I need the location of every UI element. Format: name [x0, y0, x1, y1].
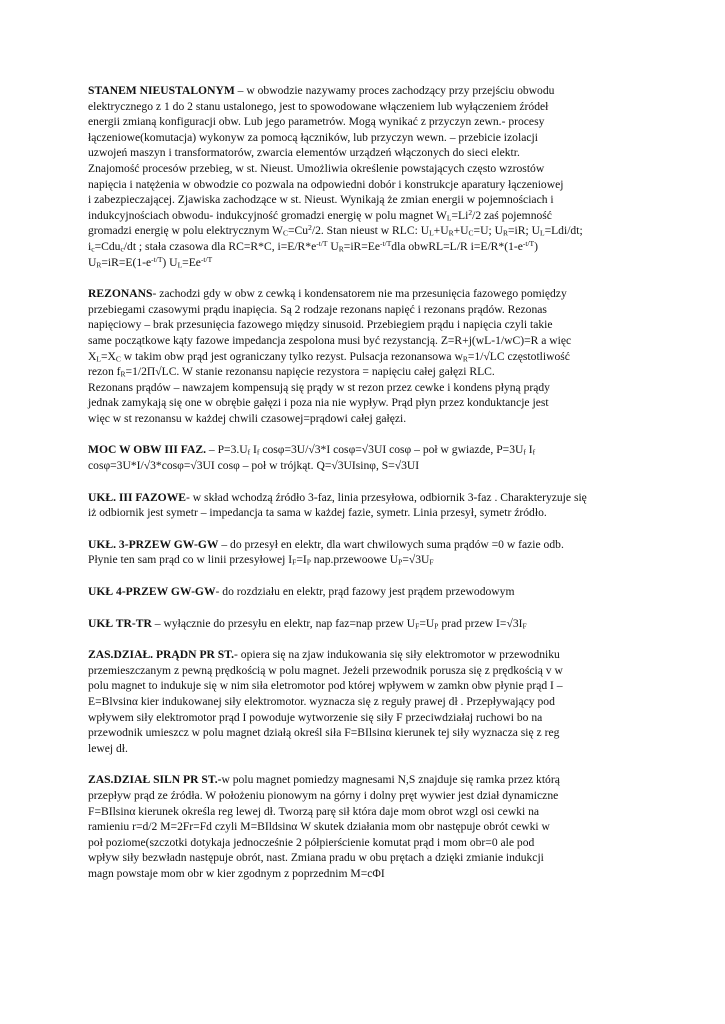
- heading-zas-pradn: ZAS.DZIAŁ. PRĄDN PR ST.: [88, 648, 235, 662]
- heading-moc: MOC W OBW III FAZ.: [88, 443, 206, 457]
- heading-zas-siln: ZAS.DZIAŁ SILN PR ST.-: [88, 773, 222, 787]
- heading-rezonans: REZONANS: [88, 287, 153, 301]
- paragraph-ukl-3przew: UKŁ. 3-PRZEW GW-GW – do przesył en elektr, dla wart chwilowych suma prądów =0 w fazie odb. Płynie ten sam prąd co w linii przesyłowej $I_F=I_P$ nap.przewoowe $U_P=√3U_F$: [88, 537, 564, 567]
- heading-stan-nieustalony: STANEM NIEUSTALONYM: [88, 84, 235, 97]
- paragraph-rezonans: REZONANS- zachodzi gdy w obw z cewką i kondensatorem nie ma przesunięcia fazowego pomiędzy przebiegami czasowymi prądu inapięcia. Są 2 rodzaje rezonans napięć i rezonans prądów. Rezonas napięciowy – brak przesunięcia fazowego między sinusoid. Przebiegiem prądu i napięcia czyli takie same początkowe kąty fazowe impedancja zespolona musi być rezystancją. Z=R+j(wL-1/wC)=R a więc $X_L=X_C$ w takim obw prąd jest ograniczany tylko rezyst. Pulsacja rezonansowa $w_R=1/√LC$ częstotliwość rezon $f_R=1/2\Pi√LC$. W stanie rezonansu napięcie rezystora = napięciu całej gałęzi RLC. Rezonans prądów – nawzajem kompensują się prądy w st rezon przez cewke i kondens płyną prądy jednak zamykają się one w obrębie gałęzi i poza nia nie wypływ. Prąd płyn przez konduktancje jest więc w st rezonansu w każdej chwili czasowej=prądowi całej gałęzi.: [88, 287, 572, 425]
- heading-ukl-4przew: UKŁ 4-PRZEW GW-GW: [88, 585, 216, 599]
- document-body: [88, 83, 625, 898]
- paragraph-ukl-4przew: UKŁ 4-PRZEW GW-GW- do rozdziału en elektr, prąd fazowy jest prądem przewodowym: [88, 585, 515, 599]
- paragraph-stan-nieustalony: STANEM NIEUSTALONYM – w obwodzie nazywamy proces zachodzący przy przejściu obwodu elektrycznego z 1 do 2 stanu ustalonego, jest to spowodowane włączeniem lub wyłączeniem źródeł energii zmianą konfiguracji obw. Lub jego parametrów. Mogą wynikać z przyczyn zewn.- procesy łączeniowe(komutacja) wykonyw za pomocą łączników, lub przyczyn wewn. – przebicie izolacji uzwojeń maszyn i transformatorów, zwarcia elementów urządzeń włączonych do sieci elektr. Znajomość procesów przebieg, w st. Nieust. Umożliwia określenie powstających często wzrostów napięcia i natężenia w obwodzie co pozwala na odpowiedni dobór i konstrukcje aparatury łączeniowej i zabezpieczającej. Zjawiska zachodzące w st. Nieust. Wynikają że zmian energii w pojemnościach i indukcyjnościach obwodu- indukcyjność gromadzi energię w polu magnet $W_L=Li^2/2$ zaś pojemność gromadzi energię w polu elektrycznym $W_C=Cu^2/2$. Stan nieust w RLC: $U_L+U_R+U_C=U$; $U_R=iR$; $U_L=Ldi/dt$; $i_c=Cdu_c/dt$ ; stała czasowa dla RC=R*C, $i=E/R*e^{-t/T}$ $U_R=iR=Ee^{-t/T}dla$ obwRL=L/R $i=E/R*(1-e^{-t/T})$ $U_R=iR=E(1-e^{-t/T})$ $U_L=Ee^{-t/T}$: [88, 84, 583, 270]
- paragraph-ukl-tr: UKŁ TR-TR – wyłącznie do przesyłu en elektr, nap faz=nap przew $U_F=U_P$ prad przew $I=√3I_F$: [88, 616, 527, 631]
- paragraph-zas-siln: ZAS.DZIAŁ SILN PR ST.-w polu magnet pomiedzy magnesami N,S znajduje się ramka przez którą przepływ prąd ze źródła. W położeniu pionowym na górny i dolny pręt wywier jest dział dynamiczne F=BIlsinα kierunek określa reg lewej dł. Tworzą parę sił która daje mom obrot wzgl osi cewki na ramieniu r=d/2 M=2Fr=Fd czyli M=BIldsinα W skutek działania mom obr następuje obrót cewki w poł poziome(szczotki dotykaja jednocześnie 2 półpierścienie komutat prąd i mom obr=0 ale pod wpływ siły bezwładn następuje obrót, nast. Zmiana pradu w obu prętach a dzięki zmianie indukcji magn powstaje mom obr w kier zgodnym z poprzednim M=cΦI: [88, 773, 560, 880]
- paragraph-moc: MOC W OBW III FAZ. – $P=3.U_f$ $I_f$ cosφ=3U/√3*I cosφ=√3UI cosφ – poł w gwiazde, $P=3U_f$ $I_f$ cosφ=3U*I/√3*cosφ=√3UI cosφ – poł w trójkąt. Q=√3UIsinφ, S=√3UI: [88, 443, 536, 473]
- paragraph-zas-pradn: ZAS.DZIAŁ. PRĄDN PR ST.- opiera się na zjaw indukowania się siły elektromotor w przewodniku przemieszczanym z pewną prędkością w polu magnet. Jeżeli przewodnik porusza się z prędkością v w polu magnet to indukuje się w nim siła eletromotor pod której wpływem w zamkn obw płynie prąd I – E=Blvsinα kier indukowanej siły elektromotor. wyznacza się z reguły prawej dł . Przepływający pod wpływem siły elektromotor prąd I powoduje wytworzenie się siły F przeciwdziałaj ruchowi bo na przewodnik umieszcz w polu magnet działą określ siła F=BIlsinα kierunek tej siły wyznacza się z reg lewej dł.: [88, 648, 563, 755]
- heading-ukl-tr: UKŁ TR-TR: [88, 616, 152, 630]
- paragraph-ukl-3faz: UKŁ. III FAZOWE- w skład wchodzą źródło 3-faz, linia przesyłowa, odbiornik 3-faz . Charakteryzuje się iż odbiornik jest symetr – impedancja ta sama w każdej fazie, symetr. Linia przesył, symetr źródło.: [88, 490, 587, 520]
- heading-ukl-3przew: UKŁ. 3-PRZEW GW-GW: [88, 537, 219, 551]
- heading-ukl-3faz: UKŁ. III FAZOWE: [88, 490, 187, 504]
